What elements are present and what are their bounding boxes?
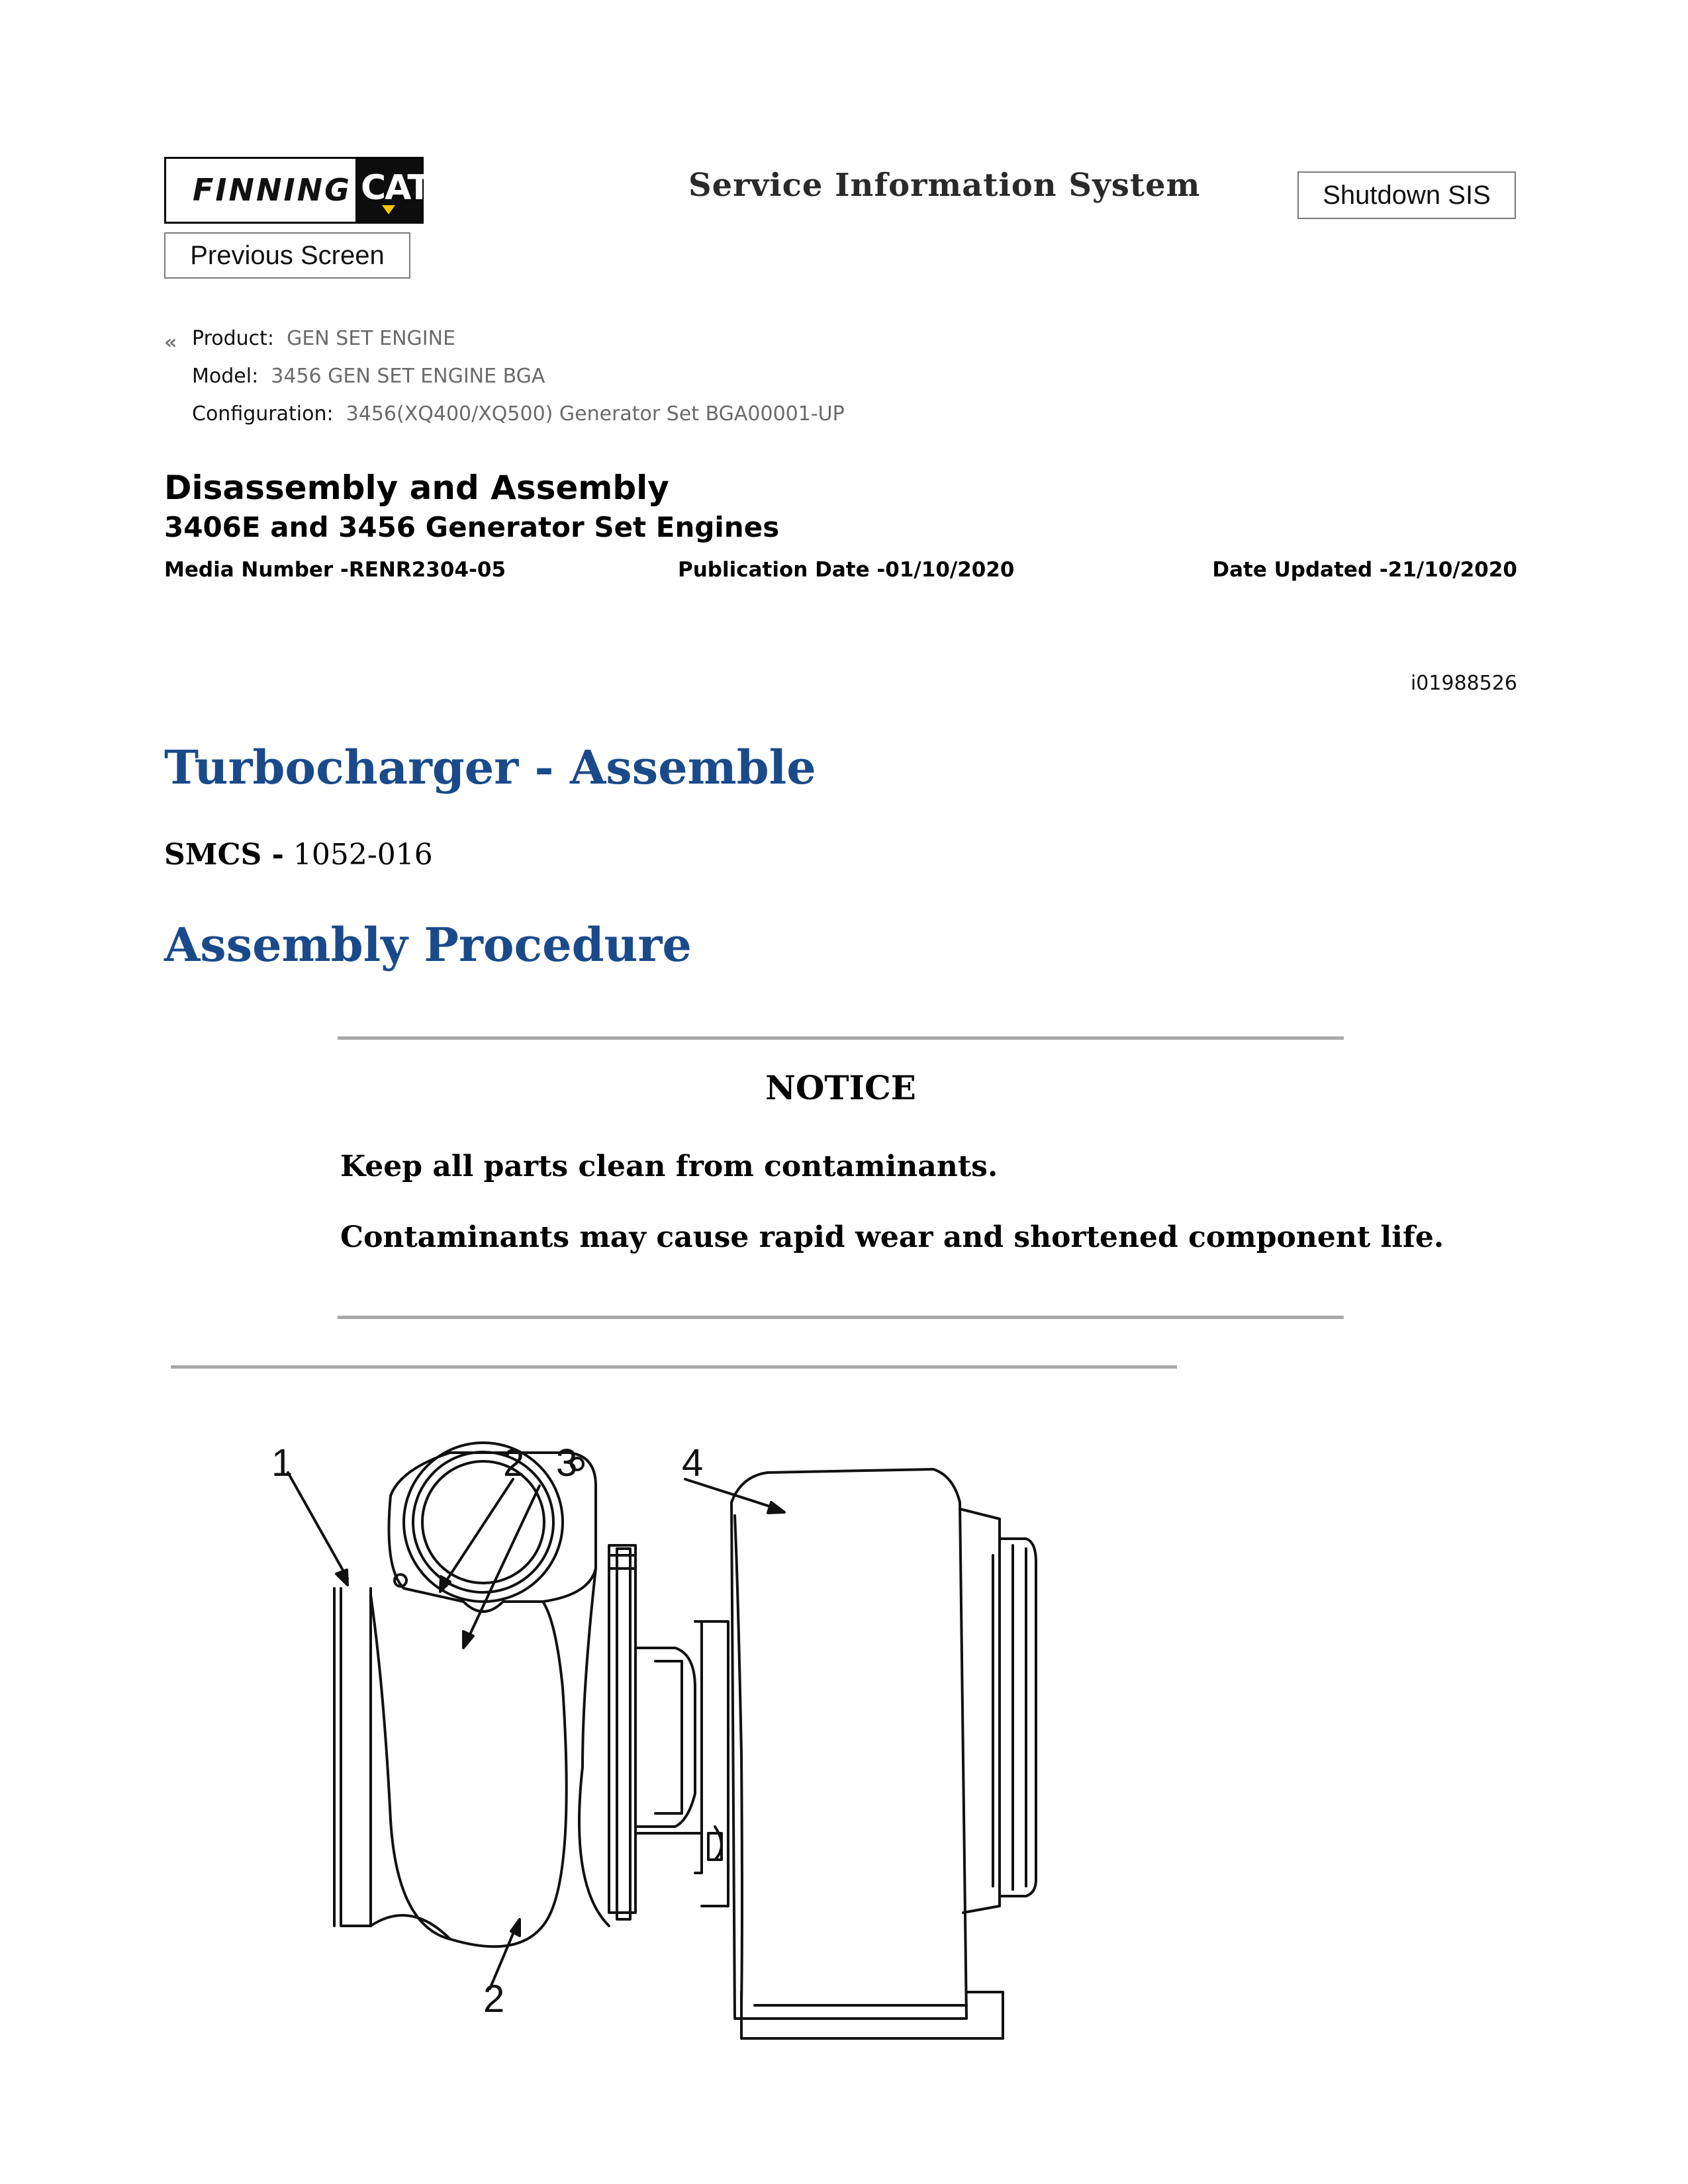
product-row: [192, 327, 455, 350]
system-title: Service Information System: [688, 167, 1201, 204]
model-row: [192, 365, 545, 388]
finning-cat-logo: [164, 157, 430, 224]
notice-top-divider: [338, 1036, 1344, 1040]
product-value: GEN SET ENGINE: [287, 327, 456, 350]
configuration-value: 3456(XQ400/XQ500) Generator Set BGA00001-UP: [346, 402, 845, 426]
callout-4: 4: [682, 1441, 704, 1484]
section-heading: Assembly Procedure: [164, 917, 692, 972]
chevron-double-left-icon[interactable]: «: [164, 331, 177, 354]
notice-line-1: Keep all parts clean from contaminants.: [340, 1150, 998, 1183]
model-value: 3456 GEN SET ENGINE BGA: [271, 365, 545, 388]
document-id: i01988526: [1410, 672, 1517, 695]
configuration-label: Configuration:: [192, 402, 334, 426]
cat-triangle-icon: [382, 205, 395, 214]
notice-title: NOTICE: [765, 1068, 916, 1107]
smcs-value: 1052-016: [293, 838, 433, 872]
previous-screen-button[interactable]: Previous Screen: [164, 232, 410, 279]
manual-title: Disassembly and Assembly: [164, 469, 669, 507]
smcs-code: [164, 838, 433, 872]
model-label: Model:: [192, 365, 259, 388]
turbocharger-illustration: [172, 1423, 1205, 2085]
manual-subtitle: 3406E and 3456 Generator Set Engines: [164, 511, 780, 543]
clamp-ring: [609, 1545, 635, 1919]
cat-logo: [355, 159, 430, 222]
product-label: Product:: [192, 327, 275, 350]
callout-2-bottom: 2: [483, 1978, 505, 2021]
callout-3: 3: [556, 1441, 578, 1484]
finning-logo-text: FINNING: [193, 172, 352, 208]
shutdown-sis-button[interactable]: Shutdown SIS: [1297, 171, 1516, 219]
center-housing: [635, 1621, 728, 1906]
configuration-row: [192, 402, 845, 426]
cat-logo-text: CAT: [361, 168, 430, 208]
callout-1: 1: [271, 1441, 293, 1484]
callout-2-top: 2: [503, 1441, 525, 1484]
turbine-housing: [334, 1443, 609, 1946]
smcs-label: SMCS -: [164, 838, 284, 872]
compressor-housing: [731, 1469, 1036, 2038]
figure-divider: [171, 1365, 1177, 1369]
media-number: Media Number -RENR2304-05: [164, 558, 506, 582]
publication-date: Publication Date -01/10/2020: [678, 558, 1015, 582]
page-title: Turbocharger - Assemble: [164, 740, 816, 795]
notice-line-2: Contaminants may cause rapid wear and shortened component life.: [340, 1220, 1444, 1254]
notice-bottom-divider: [338, 1316, 1344, 1319]
date-updated: Date Updated -21/10/2020: [1212, 558, 1517, 582]
